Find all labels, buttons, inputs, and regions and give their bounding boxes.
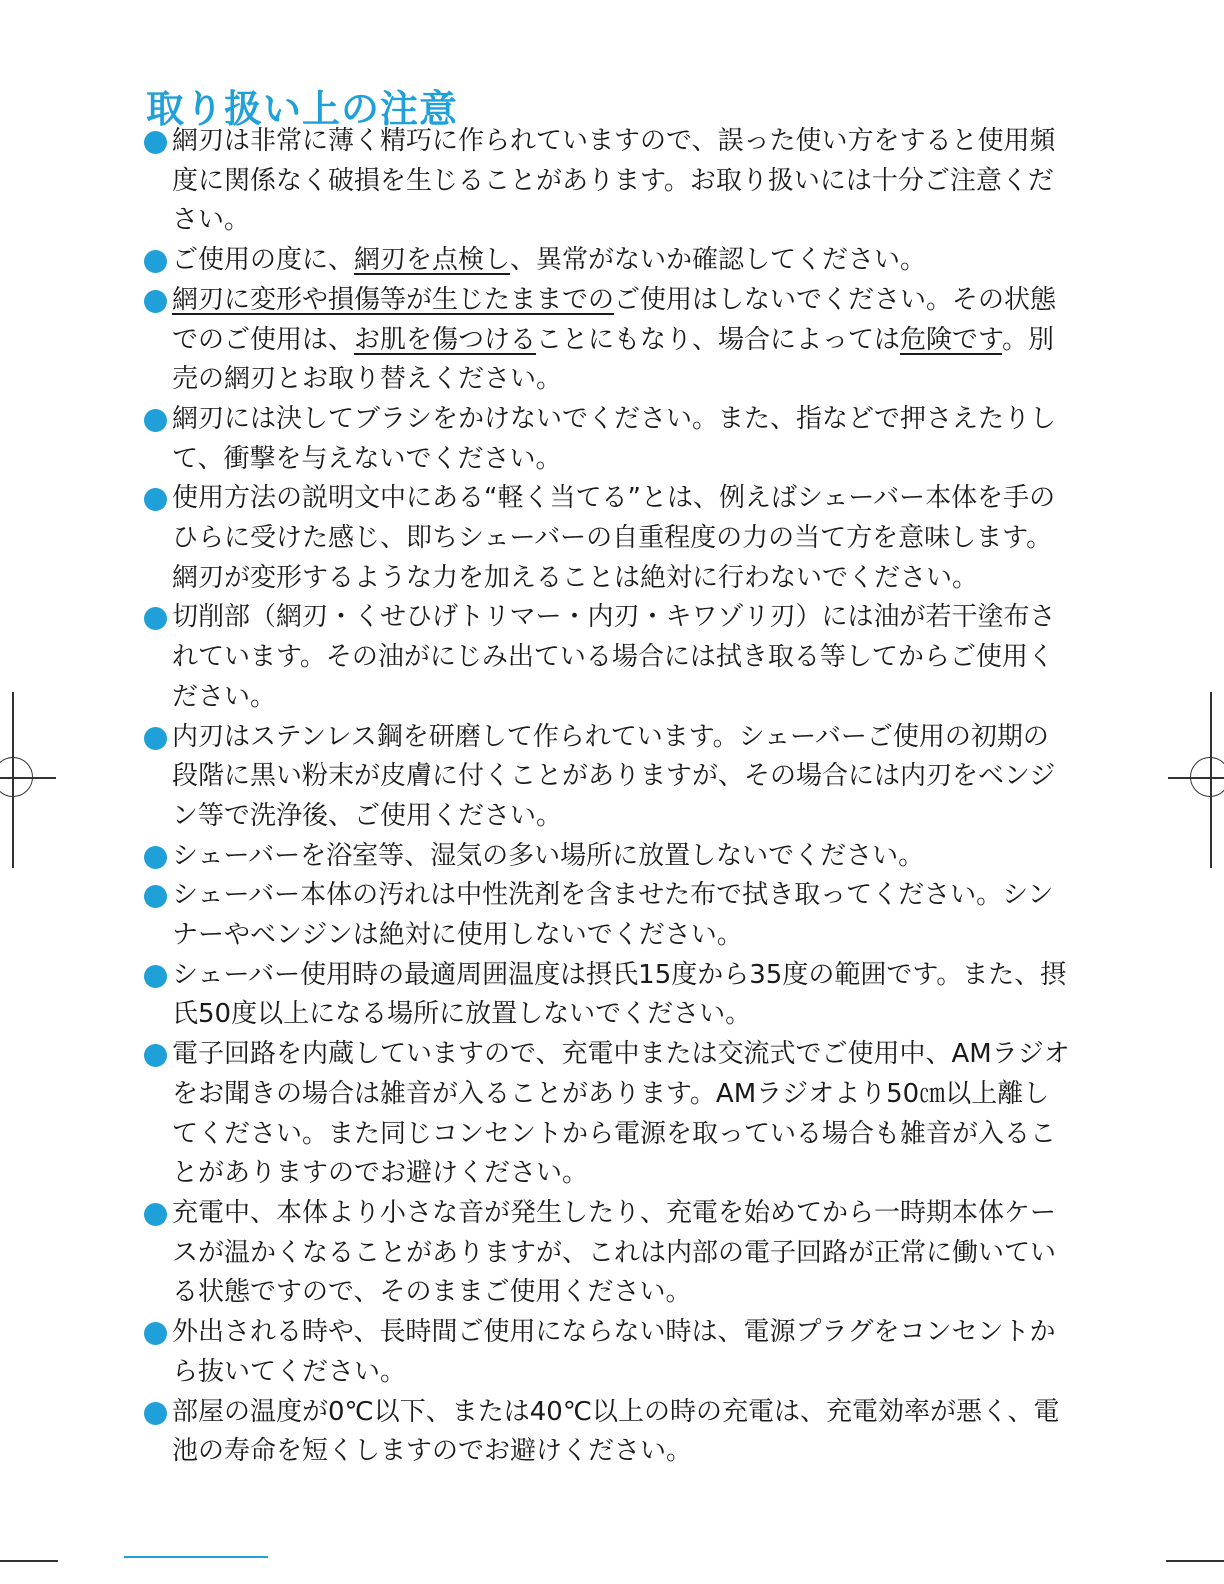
page-title: 取り扱い上の注意 [146,87,459,132]
caution-text: 網刃は非常に薄く精巧に作られていますので、誤った使い方をすると使用頻度に関係なく破損を生じることがあります。お取り扱いには十分ご注意ください。 [172,126,1056,236]
bullet-icon [144,965,167,988]
bullet-icon [144,727,167,750]
caution-text: シェーバーを浴室等、湿気の多い場所に放置しないでください。 [172,840,925,871]
caution-list [144,122,1072,1472]
crop-mark-bottom-left [0,1560,58,1562]
caution-item [144,479,1072,598]
caution-text: 切削部（網刃・くせひげトリマー・内刃・キワゾリ刃）には油が若干塗布されています。その油がにじみ出ている場合には拭き取る等してからご使用ください。 [172,602,1056,712]
caution-text: 使用方法の説明文中にある“軽く当てる”とは、例えばシェーバー本体を手のひらに受けた感じ、即ちシェーバーの自重程度の力の当て方を意味します。網刃が変形するような力を加えることは絶対に行わないでください。 [172,483,1056,593]
caution-item [144,122,1072,241]
bullet-icon [144,846,167,869]
bullet-icon [144,409,167,432]
caution-item [144,281,1072,400]
bullet-icon [144,131,167,154]
caution-text: 外出される時や、長時間ご使用にならない時は、電源プラグをコンセントから抜いてください。 [172,1317,1056,1387]
emphasized-text: お肌を傷つける [354,324,537,355]
caution-item [144,1393,1072,1472]
caution-text: ことにもなり、場合によっては [536,324,901,355]
caution-text: 部屋の温度が0℃以下、または40℃以上の時の充電は、充電効率が悪く、電池の寿命を短くしますのでお避けください。 [172,1396,1060,1467]
bullet-icon [144,250,167,273]
emphasized-text: 危険です [900,324,1002,355]
caution-text: 、異常がないか確認してください。 [510,245,927,276]
caution-text: 網刃には決してブラシをかけないでください。また、指などで押さえたりして、衝撃を与えないでください。 [172,403,1057,474]
crop-mark-bottom-right [1166,1560,1224,1562]
caution-text: 内刃はステンレス鋼を研磨して作られています。シェーバーご使用の初期の段階に黒い粉末が皮膚に付くことがありますが、その場合には内刃をベンジン等で洗浄後、ご使用ください。 [172,721,1056,831]
emphasized-text: 網刃に変形や損傷等が生じたままでの [172,284,615,315]
bullet-icon [144,1322,167,1345]
caution-item [144,837,1072,877]
bullet-icon [144,1203,167,1226]
bullet-icon [144,1402,167,1425]
caution-item [144,876,1072,955]
caution-item [144,956,1072,1035]
caution-item [144,598,1072,717]
emphasized-text: 網刃を点検し [354,245,511,276]
caution-text: 充電中、本体より小さな音が発生したり、充電を始めてから一時期本体ケースが温かくなることがありますが、これは内部の電子回路が正常に働いている状態ですので、そのままご使用ください。 [172,1197,1057,1308]
bullet-icon [144,1044,167,1067]
bullet-icon [144,885,167,908]
caution-item [144,1313,1072,1392]
caution-item [144,1194,1072,1313]
caution-item [144,1035,1072,1194]
bullet-icon [144,290,167,313]
caution-text: 。別売の網刃とお取り替えください。 [172,324,1054,395]
caution-text: 電子回路を内蔵していますので、充電中または交流式でご使用中、AMラジオをお聞きの場合は雑音が入ることがあります。AMラジオより50㎝以上離してください。また同じコンセントから電源を取っている場合も雑音が入ることがありますのでお避けください。 [172,1039,1070,1189]
caution-text: ご使用はしないでください。その状態でのご使用は、 [172,284,1057,355]
caution-item [144,400,1072,479]
caution-text: ご使用の度に、 [172,245,355,276]
bullet-icon [144,488,167,511]
caution-item [144,718,1072,837]
caution-text: シェーバー使用時の最適周囲温度は摂氏15度から35度の範囲です。また、摂氏50度以上になる場所に放置しないでください。 [172,959,1067,1030]
footer-accent-line [124,1556,268,1558]
caution-item [144,241,1072,281]
bullet-icon [144,607,167,630]
caution-text: シェーバー本体の汚れは中性洗剤を含ませた布で拭き取ってください。シンナーやベンジンは絶対に使用しないでください。 [172,880,1054,951]
